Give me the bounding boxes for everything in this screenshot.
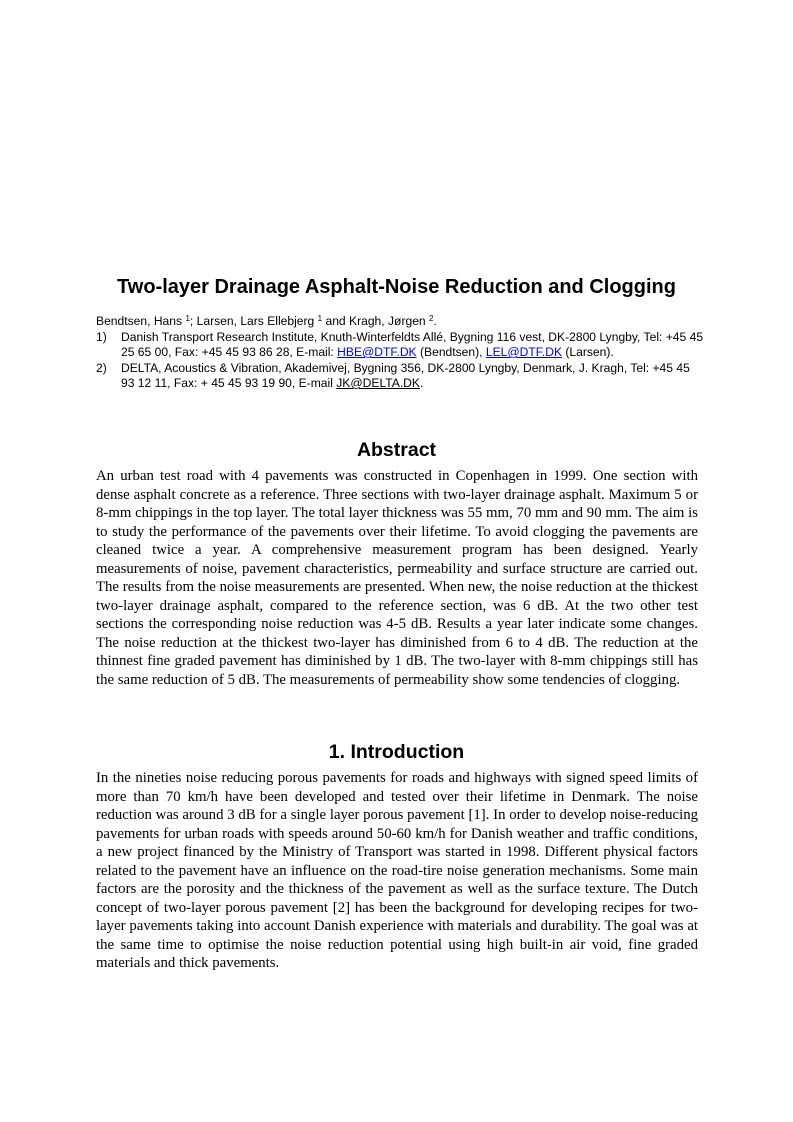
email-link-kragh[interactable]: JK@DELTA.DK: [336, 376, 420, 390]
affiliation-tail: .: [419, 376, 424, 390]
affiliation-mid: (Bendtsen),: [416, 345, 486, 359]
author-separator: ;: [189, 314, 197, 328]
affiliation-marker: 2: [429, 314, 434, 323]
abstract-heading: Abstract: [356, 439, 437, 461]
author-line: [96, 314, 706, 330]
affiliation-number: 1): [96, 329, 107, 344]
affiliation-text: [121, 330, 706, 361]
affiliation-tail: (Larsen).: [562, 345, 614, 359]
affiliation-text: [121, 361, 706, 392]
author-block: [96, 314, 706, 392]
affiliation-address: Danish Transport Research Institute, Knuth-Winterfeldts Allé, Bygning 116 vest, DK-2800 Lyngby, Tel: +45 45 25 65 00, Fax: +45 45 93 86 28, E-mail:: [121, 329, 704, 359]
abstract-text: An urban test road with 4 pavements was constructed in Copenhagen in 1999. One section with dense asphalt concrete as a reference. Three sections with two-layer drainage asphalt. Maximum 5 or 8-mm chippings in the top layer. The total layer thickness was 55 mm, 70 mm and 90 mm. The aim is to study the performance of the pavements over their lifetime. To avoid clogging the pavements are cleaned twice a year. A comprehensive measurement program has been designed. Yearly measurements of noise, pavement characteristics, permeability and surface structure are carried out. The results from the noise measurements are presented. When new, the noise reduction at the thickest two-layer drainage asphalt, compared to the reference section, was 6 dB. At the two other test sections the corresponding noise reduction was 4-5 dB. Results a year later indicate some changes. The noise reduction at the thickest two-layer has diminished from 6 to 4 dB. The reduction at the thinnest fine graded pavement has diminished by 1 dB. The two-layer with 8-mm chippings still has the same reduction of 5 dB. The measurements of permeability show some tendencies of clogging.: [96, 468, 698, 688]
affiliation-2: [96, 361, 706, 392]
paper-title: Two-layer Drainage Asphalt-Noise Reduction and Clogging: [117, 276, 676, 298]
author-separator: and: [322, 314, 350, 328]
affiliation-marker: 1: [185, 314, 190, 323]
introduction-heading: 1. Introduction: [328, 741, 465, 763]
author-name: Bendtsen, Hans: [96, 314, 183, 328]
email-link-bendtsen[interactable]: HBE@DTF.DK: [337, 345, 417, 359]
email-link-larsen[interactable]: LEL@DTF.DK: [485, 345, 563, 359]
author-name: Larsen, Lars Ellebjerg: [196, 314, 315, 328]
author-line-end: .: [433, 314, 437, 328]
affiliation-address: DELTA, Acoustics & Vibration, Akademivej, Bygning 356, DK-2800 Lyngby, Denmark, J. Kragh, Tel: +45 45 93 12 11, Fax: + 45 45 93 19 90, E-mail: [121, 360, 690, 390]
author-name: Kragh, Jørgen: [349, 314, 426, 328]
affiliation-1: [96, 330, 706, 361]
affiliation-marker: 1: [317, 314, 323, 323]
introduction-text: In the nineties noise reducing porous pavements for roads and highways with signed speed limits of more than 70 km/h have been developed and tested over their lifetime in Denmark. The noise reduction was around 3 dB for a single layer porous pavement [1]. In order to develop noise-reducing pavements for urban roads with speeds around 50-60 km/h for Danish weather and traffic conditions, a new project financed by the Ministry of Transport was started in 1998. Different physical factors related to the pavement have an influence on the road-tire noise generation mechanisms. Some main factors are the porosity and the thickness of the pavement as well as the surface texture. The Dutch concept of two-layer porous pavement [2] has been the background for developing recipes for two-layer pavements taking into account Danish experience with materials and durability. The goal was at the same time to optimise the noise reduction potential using high built-in air void, fine graded materials and thick pavements.: [96, 770, 698, 971]
affiliation-number: 2): [96, 360, 107, 375]
